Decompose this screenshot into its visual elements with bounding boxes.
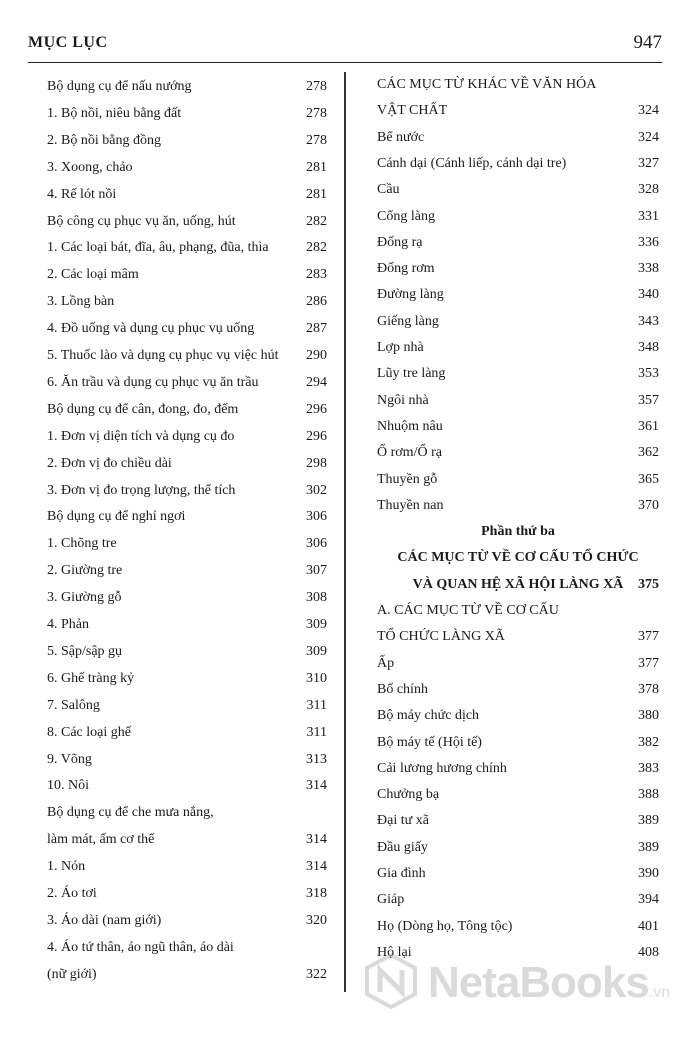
toc-entry-title: Đống rạ — [377, 234, 423, 250]
toc-entry — [377, 865, 659, 883]
toc-entry-page: 382 — [638, 734, 659, 750]
toc-entry-title: 6. Ăn trầu và dụng cụ phục vụ ăn trầu — [47, 374, 259, 390]
toc-entry — [47, 939, 327, 957]
toc-entry-title: 4. Phản — [47, 617, 89, 632]
watermark-suffix: .vn — [648, 984, 671, 1001]
toc-entry-page: 320 — [306, 912, 327, 928]
toc-entry — [47, 482, 327, 500]
toc-entry-title: TỔ CHỨC LÀNG XÃ — [377, 629, 505, 645]
toc-entry-title: (nữ giới) — [47, 966, 97, 982]
toc-entry-title: CÁC MỤC TỪ VỀ CƠ CẤU TỔ CHỨC — [397, 550, 639, 566]
toc-entry — [47, 159, 327, 177]
toc-entry — [47, 724, 327, 742]
toc-entry-page: 282 — [306, 213, 327, 229]
toc-entry-title: 4. Áo tứ thân, áo ngũ thân, áo dài — [47, 939, 234, 955]
toc-entry-title: 2. Đơn vị đo chiều dài — [47, 455, 172, 471]
toc-entry — [47, 347, 327, 365]
toc-entry-title: 9. Võng — [47, 751, 92, 767]
toc-entry-title: 8. Các loại ghế — [47, 724, 131, 740]
toc-entry-title: 2. Giường tre — [47, 563, 123, 579]
toc-entry-title: Bố chính — [377, 681, 428, 697]
toc-entry — [377, 628, 659, 646]
toc-entry-title: 7. Salông — [47, 697, 100, 713]
toc-entry-page: 313 — [306, 751, 327, 767]
toc-entry-title: Bộ dụng cụ để nấu nướng — [47, 79, 192, 94]
toc-entry — [47, 616, 327, 634]
toc-entry-page: 353 — [638, 366, 659, 382]
toc-entry-page: 283 — [306, 267, 327, 283]
toc-entry — [377, 655, 659, 673]
toc-entry-page: 394 — [638, 892, 659, 908]
toc-entry — [377, 707, 659, 725]
toc-entry — [377, 734, 659, 752]
toc-entry-title: 1. Nón — [47, 859, 86, 875]
toc-entry-page: 365 — [638, 471, 659, 487]
toc-entry-page: 327 — [638, 155, 659, 171]
toc-entry — [377, 760, 659, 778]
toc-entry — [377, 208, 659, 226]
toc-entry-title: 2. Bộ nồi bằng đồng — [47, 132, 161, 148]
toc-entry-page: 311 — [306, 724, 327, 740]
toc-entry-title: CÁC MỤC TỪ KHÁC VỀ VĂN HÓA — [377, 77, 597, 92]
toc-entry — [377, 339, 659, 357]
toc-entry-title: 1. Bộ nồi, niêu bằng đất — [47, 105, 182, 121]
toc-entry — [377, 812, 659, 830]
toc-entry — [47, 831, 327, 849]
toc-entry-title: Cổng làng — [377, 208, 435, 224]
toc-entry-title: Giếng làng — [377, 313, 439, 329]
toc-entry-page: 318 — [306, 886, 327, 901]
section-title: MỤC LỤC — [28, 34, 108, 51]
toc-entry — [377, 260, 659, 278]
toc-entry — [47, 239, 327, 257]
page-header — [28, 30, 662, 63]
toc-entry-title: 5. Thuốc lào và dụng cụ phục vụ việc hút — [47, 348, 279, 363]
toc-entry — [47, 78, 327, 96]
toc-entry-page: 389 — [638, 839, 659, 855]
toc-entry — [47, 132, 327, 150]
toc-entry — [377, 471, 659, 489]
toc-entry-title: 5. Sập/sập gụ — [47, 643, 123, 659]
watermark — [362, 948, 682, 1018]
toc-entry-title: Cải lương hương chính — [377, 760, 507, 776]
toc-entry-page: 306 — [306, 509, 327, 525]
toc-entry-page: 390 — [638, 866, 659, 881]
toc-entry — [47, 213, 327, 231]
toc-entry-title: 1. Đơn vị diện tích và dụng cụ đo — [47, 428, 235, 444]
toc-entry-page: 314 — [306, 832, 327, 848]
toc-entry — [377, 181, 659, 199]
toc-entry — [47, 804, 327, 822]
toc-entry-page: 306 — [306, 536, 327, 552]
toc-entry-page: 278 — [306, 105, 327, 121]
toc-entry-page: 357 — [638, 392, 659, 408]
toc-entry-title: VÀ QUAN HỆ XÃ HỘI LÀNG XÃ — [412, 576, 624, 592]
toc-entry — [377, 313, 659, 331]
toc-entry — [47, 186, 327, 204]
toc-entry — [47, 562, 327, 580]
toc-entry-page: 296 — [306, 428, 327, 444]
toc-entry — [47, 535, 327, 553]
toc-entry-title: 1. Các loại bát, đĩa, âu, phạng, đũa, thìa — [47, 240, 269, 256]
toc-entry-page: 314 — [306, 859, 327, 875]
toc-entry — [377, 786, 659, 804]
toc-entry-title: làm mát, ấm cơ thể — [47, 832, 155, 848]
toc-entry — [377, 365, 659, 383]
toc-entry-title: Phần thứ ba — [481, 524, 555, 540]
toc-entry-title: Lợp nhà — [377, 340, 424, 355]
toc-entry-page: 324 — [638, 129, 659, 145]
toc-entry-page: 322 — [306, 966, 327, 982]
toc-entry-page: 361 — [638, 418, 659, 434]
toc-entry-page: 307 — [306, 563, 327, 579]
toc-entry-title: Thuyền gỗ — [377, 471, 438, 487]
toc-entry-page: 314 — [306, 778, 327, 794]
toc-entry-title: 4. Đồ uống và dụng cụ phục vụ uống — [47, 321, 255, 337]
toc-entry-title: 1. Chõng tre — [47, 536, 117, 552]
toc-entry — [47, 374, 327, 392]
toc-entry-page: 362 — [638, 445, 659, 461]
toc-entry-page: 296 — [306, 401, 327, 417]
toc-entry-title: Đường làng — [377, 287, 444, 303]
watermark-text — [428, 958, 670, 1008]
toc-entry-page: 281 — [306, 186, 327, 202]
toc-entry — [47, 751, 327, 769]
toc-entry-page: 311 — [306, 697, 327, 713]
toc-entry-page: 336 — [638, 234, 659, 250]
toc-entry-page: 328 — [638, 182, 659, 198]
toc-entry — [377, 602, 659, 620]
toc-entry — [47, 455, 327, 473]
toc-entry-page: 383 — [638, 760, 659, 776]
page-number: 947 — [633, 32, 662, 53]
toc-entry — [47, 589, 327, 607]
toc-entry-page: 343 — [638, 313, 659, 329]
toc-entry-page: 389 — [638, 813, 659, 829]
toc-entry-page: 308 — [306, 590, 327, 606]
toc-entry-title: Ngôi nhà — [377, 392, 429, 408]
toc-entry-page: 331 — [638, 208, 659, 224]
toc-entry-title: Giáp — [377, 892, 405, 908]
toc-entry — [47, 508, 327, 526]
toc-entry-title: Cánh dại (Cánh liếp, cánh dại tre) — [377, 155, 567, 171]
toc-entry-page: 348 — [638, 340, 659, 355]
toc-entry-page: 282 — [306, 240, 327, 256]
toc-entry — [377, 234, 659, 252]
toc-entry-title: 2. Các loại mâm — [47, 267, 139, 283]
toc-entry-title: Bộ máy chức dịch — [377, 708, 480, 724]
toc-entry — [47, 320, 327, 338]
toc-entry-page: 286 — [306, 294, 327, 310]
toc-entry-title: Ấp — [377, 655, 395, 671]
toc-entry — [377, 102, 659, 120]
toc-entry-page: 377 — [638, 655, 659, 671]
toc-entry-page: 309 — [306, 617, 327, 632]
toc-entry-title: Bộ dụng cụ để cân, đong, đo, đếm — [47, 401, 239, 417]
toc-entry-title: A. CÁC MỤC TỪ VỀ CƠ CẤU — [377, 603, 559, 618]
toc-entry-title: Nhuộm nâu — [377, 418, 443, 434]
toc-entry-title: VẬT CHẤT — [377, 103, 448, 119]
toc-entry-page: 310 — [306, 670, 327, 686]
toc-entry — [377, 681, 659, 699]
toc-entry — [377, 286, 659, 304]
toc-entry — [47, 643, 327, 661]
toc-entry-title: 10. Nôi — [47, 778, 89, 794]
toc-entry-page: 294 — [306, 374, 327, 390]
toc-entry — [377, 129, 659, 147]
watermark-brand: NetaBooks — [428, 958, 649, 1007]
toc-entry-title: Hộ lại — [377, 944, 412, 960]
toc-entry-page: 377 — [638, 629, 659, 645]
toc-entry-page: 281 — [306, 159, 327, 175]
toc-entry — [377, 444, 659, 462]
toc-entry-page: 408 — [638, 944, 659, 960]
toc-entry-page: 338 — [638, 261, 659, 277]
toc-entry-title: 3. Đơn vị đo trọng lượng, thể tích — [47, 482, 236, 498]
toc-entry — [377, 891, 659, 909]
toc-entry-page: 278 — [306, 132, 327, 148]
toc-entry — [377, 918, 659, 936]
toc-entry-title: 6. Ghế tràng kỷ — [47, 670, 135, 686]
toc-entry-title: Cầu — [377, 182, 400, 198]
toc-entry-page: 378 — [638, 681, 659, 697]
toc-entry-title: Lũy tre làng — [377, 366, 446, 382]
toc-entry-page: 388 — [638, 787, 659, 803]
toc-entry-page: 340 — [638, 287, 659, 303]
toc-entry — [47, 105, 327, 123]
toc-entry — [377, 76, 659, 94]
toc-entry-title: Bộ máy tế (Hội tế) — [377, 734, 482, 750]
toc-entry-title: 3. Áo dài (nam giới) — [47, 912, 162, 928]
toc-entry-title: Đống rơm — [377, 261, 435, 277]
netabooks-logo-icon — [362, 952, 420, 1010]
column-divider — [344, 72, 346, 992]
toc-entry-title: 3. Lồng bàn — [47, 294, 115, 310]
toc-entry-title: Bể nước — [377, 129, 425, 145]
toc-entry-title: Ổ rơm/Ổ rạ — [377, 445, 442, 461]
toc-entry — [47, 428, 327, 446]
toc-entry — [377, 523, 659, 541]
toc-entry-page: 302 — [306, 482, 327, 498]
toc-entry — [377, 392, 659, 410]
toc-entry-title: 3. Xoong, chảo — [47, 159, 133, 175]
toc-entry-title: 3. Giường gỗ — [47, 590, 122, 606]
toc-entry-title: Bộ dụng cụ để nghỉ ngơi — [47, 509, 186, 525]
toc-entry-page: 290 — [306, 348, 327, 363]
toc-entry — [47, 777, 327, 795]
toc-entry-page: 375 — [638, 576, 659, 592]
toc-entry-title: Thuyền nan — [377, 497, 444, 513]
toc-entry — [377, 497, 659, 515]
toc-entry — [47, 697, 327, 715]
toc-entry — [377, 155, 659, 173]
toc-entry — [47, 966, 327, 984]
toc-entry-page: 401 — [638, 918, 659, 934]
toc-entry — [377, 418, 659, 436]
toc-entry-title: Họ (Dòng họ, Tông tộc) — [377, 918, 513, 934]
toc-entry-page: 309 — [306, 643, 327, 659]
toc-entry — [47, 401, 327, 419]
toc-entry-page: 324 — [638, 103, 659, 119]
toc-entry-title: Gia đình — [377, 866, 426, 881]
toc-entry — [377, 576, 659, 594]
toc-entry-page: 287 — [306, 321, 327, 337]
toc-entry-title: Chưởng bạ — [377, 787, 440, 803]
toc-entry — [377, 549, 659, 567]
toc-entry-title: Đầu giấy — [377, 839, 428, 855]
toc-entry-page: 370 — [638, 497, 659, 513]
toc-entry-page: 298 — [306, 455, 327, 471]
toc-entry-title: Bộ dụng cụ để che mưa nắng, — [47, 805, 214, 821]
toc-entry-title: Đại tư xã — [377, 813, 429, 829]
toc-entry-title: 2. Áo tơi — [47, 886, 97, 901]
toc-entry — [377, 839, 659, 857]
toc-entry — [47, 912, 327, 930]
toc-entry — [47, 885, 327, 903]
toc-entry-page: 380 — [638, 708, 659, 724]
toc-entry — [47, 293, 327, 311]
toc-entry — [47, 858, 327, 876]
toc-entry-title: Bộ công cụ phục vụ ăn, uống, hút — [47, 213, 236, 229]
toc-entry — [47, 266, 327, 284]
toc-entry-page: 278 — [306, 79, 327, 94]
toc-entry — [47, 670, 327, 688]
toc-entry-title: 4. Rế lót nồi — [47, 186, 117, 202]
